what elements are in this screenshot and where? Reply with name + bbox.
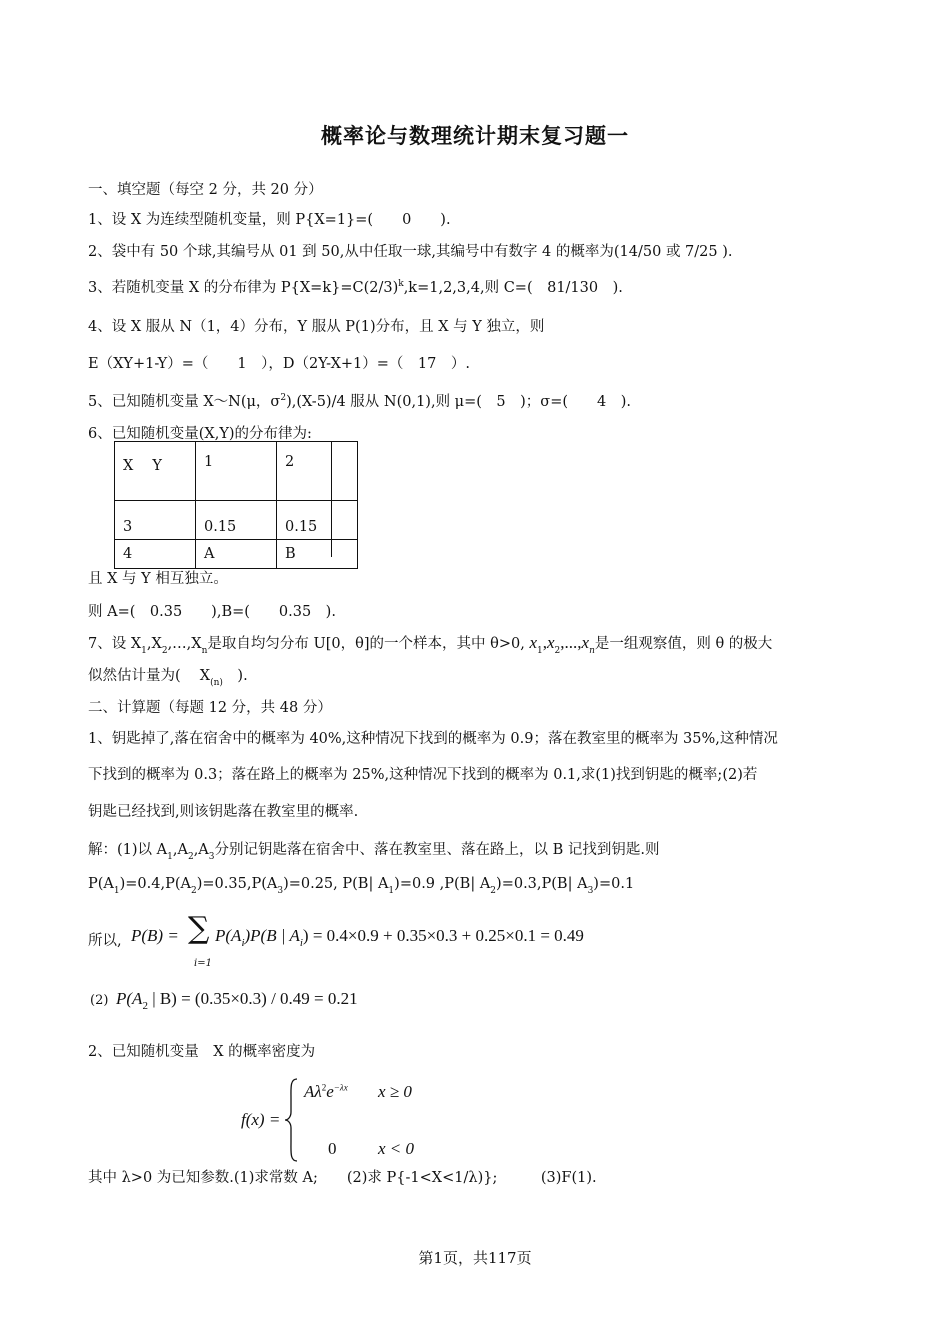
table-edge-line [331, 441, 332, 557]
table-cell: 0.15 [196, 501, 277, 540]
so-label: 所以, [88, 933, 122, 949]
table-cell: 0.15 [277, 501, 358, 540]
table-row [115, 442, 358, 501]
sigma-symbol: ∑ [188, 911, 210, 946]
table-cell: 4 [115, 540, 196, 569]
solution-intro: 解：(1)以 $A_1,A_2,A_3$分别记钥匙落在宿舍中、落在教室里、落在路上，以 B 记找到钥匙.则 [88, 842, 660, 862]
table-cell: B [277, 540, 358, 569]
section1-heading: 一、填空题（每空 2 分，共 20 分） [88, 182, 323, 198]
problem-1-line-1: 1、钥匙掉了,落在宿舍中的概率为 40%,这种情况下找到的概率为 0.9；落在教室里的概率为 35%,这种情况 [88, 731, 778, 747]
question-3: 3、若随机变量 X 的分布律为 $P\{X=k\}=C(2/3)^k,k=1,2,3,4$,则 C=( 81/130 ). [88, 279, 623, 296]
page-title: 概率论与数理统计期末复习题一 [321, 123, 629, 148]
table-row [115, 540, 358, 569]
question-6-independence: 且 X 与 Y 相互独立。 [88, 571, 228, 587]
table-cell: X Y [115, 442, 196, 501]
problem-1-line-2: 下找到的概率为 0.3；落在路上的概率为 25%,这种情况下找到的概率为 0.1,求(1)找到钥匙的概率;(2)若 [88, 767, 758, 783]
page-footer: 第1页，共117页 [418, 1249, 532, 1267]
table-cell: 3 [115, 501, 196, 540]
question-7: 7、设 $X_1,X_2,\dots,X_n$是取自均匀分布 U[0，θ]的一个样本，其中 θ>0, $x_1,x_2,...,x_n$是一组观察值，则 θ 的极大 [88, 633, 773, 656]
question-1: 1、设 X 为连续型随机变量，则 P{X=1}=( 0 ). [88, 212, 451, 228]
density-case-2-condition: x < 0 [378, 1139, 415, 1158]
section2-heading: 二、计算题（每题 12 分，共 48 分） [88, 700, 332, 716]
table-cell: A [196, 540, 277, 569]
question-2: 2、袋中有 50 个球,其编号从 01 到 50,从中任取一球,其编号中有数字 4 的概率为(14/50 或 7/25 ). [88, 244, 733, 260]
density-case-1-condition: x ≥ 0 [378, 1082, 412, 1101]
density-function-label: f(x) = [241, 1110, 281, 1129]
total-probability-rhs: $P(A_i)P(B$ | $A_i) = 0.4\times 0.9 + 0.35\times 0.3 + 0.25\times 0.1 = 0.49$ [215, 926, 584, 949]
question-7-answer: 似然估计量为( $X_{(n)}$ ). [88, 668, 248, 688]
question-6: 6、已知随机变量(X,Y)的分布律为: [88, 426, 312, 442]
sigma-lower-index: i=1 [194, 958, 212, 969]
problem-2: 2、已知随机变量 X 的概率密度为 [88, 1044, 316, 1060]
density-case-1: $A\lambda^2e^{-\lambda x}$ [304, 1082, 348, 1101]
table-cell: 1 [196, 442, 277, 501]
part-2-label: (2) [90, 993, 109, 1008]
question-4-answers: E（XY+1-Y）=（ 1 ），D（2Y-X+1）=（ 17 ）. [88, 356, 470, 372]
table-cell: 2 [277, 442, 358, 501]
problem-1-line-3: 钥匙已经找到,则该钥匙落在教室里的概率. [88, 804, 359, 820]
density-case-2: 0 [328, 1139, 337, 1158]
question-5: 5、已知随机变量 X～N(μ，$\sigma^2),(X-5)/4$ 服从 N(0,1),则 μ=( 5 )；σ=( 4 ). [88, 393, 631, 410]
bayes-equation: $P(A_2$ | B) = (0.35×0.3) / 0.49 = 0.21 [116, 989, 358, 1012]
curly-brace-icon [284, 1078, 298, 1162]
distribution-table [114, 441, 358, 569]
solution-probabilities: $P(A_1)=0.4,P(A_2)=0.35,P(A_3)=0.25$, P(B| $A_1)=0.9$ ,P(B| $A_2)=0.3,P(B|$ $A_3)=0.1$ [88, 876, 635, 896]
question-4: 4、设 X 服从 N（1，4）分布，Y 服从 P(1)分布，且 X 与 Y 独立，则 [88, 319, 545, 335]
problem-2-parts: 其中 λ>0 为已知参数.(1)求常数 A; (2)求 P{-1<X<1/λ)}; (3)F(1). [88, 1170, 597, 1186]
table-row [115, 501, 358, 540]
question-6-answers: 则 A=( 0.35 ),B=( 0.35 ). [88, 604, 336, 620]
total-probability-lhs: P(B) = [131, 926, 179, 945]
